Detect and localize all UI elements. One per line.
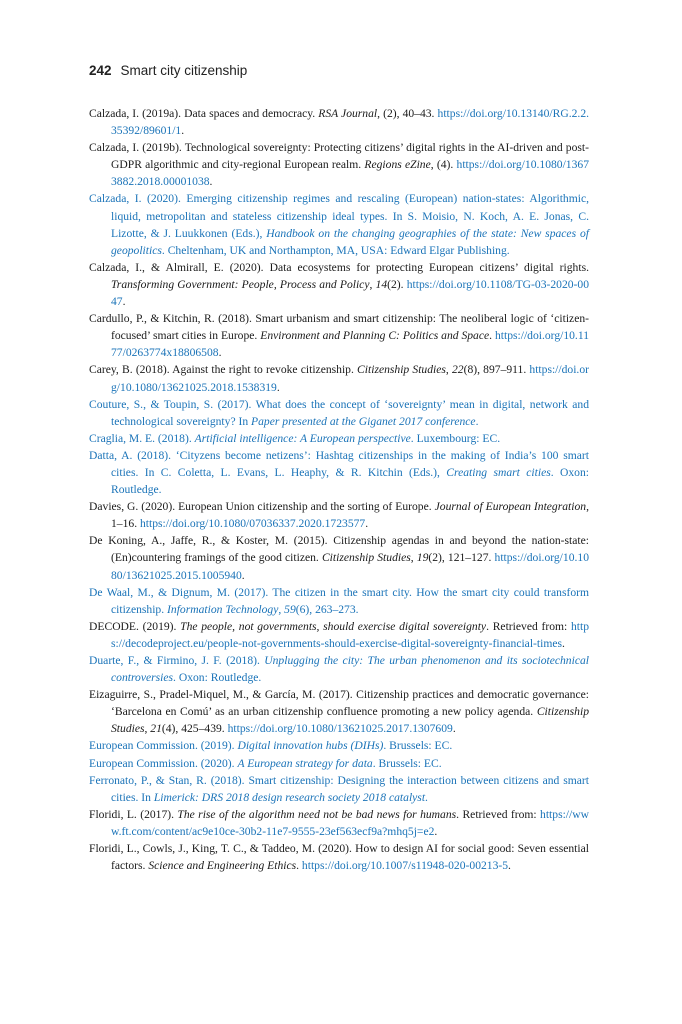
reference-text: .	[365, 517, 369, 531]
doi-link[interactable]: https://doi.org/10.13140/RG.2.2.35392/89601/1	[111, 107, 590, 138]
reference-text: European Commission. (2020).	[89, 756, 238, 770]
reference-entry	[89, 259, 589, 310]
reference-text: Calzada, I. (2019a). Data spaces and democracy.	[89, 107, 319, 120]
reference-text: ,	[445, 363, 452, 377]
reference-text: Davies, G. (2020). European Union citizenship and the sorting of Europe.	[89, 500, 435, 514]
reference-text: Craglia, M. E. (2018).	[89, 431, 195, 445]
reference-entry[interactable]	[89, 447, 589, 498]
doi-link[interactable]: https://doi.org/10.1080/13621025.2018.1538319	[111, 363, 589, 394]
reference-text: Cardullo, P., & Kitchin, R. (2018). Smart urbanism and smart citizenship: The neoliberal logic of ‘citizen-focused’ smart cities in Europe.	[89, 312, 589, 343]
reference-entry[interactable]	[89, 755, 589, 772]
reference-title: 14	[375, 277, 388, 291]
reference-text: , 1–16.	[111, 500, 589, 531]
doi-link[interactable]: https://doi.org/10.1080/13673882.2018.00001038	[111, 158, 589, 189]
reference-title: Artificial intelligence: A European perspective	[194, 431, 411, 445]
doi-link[interactable]: https://doi.org/10.1080/13621025.2015.1005940	[111, 551, 589, 582]
reference-text: DECODE. (2019).	[89, 619, 181, 633]
reference-text: , (4).	[430, 158, 457, 172]
reference-text: .	[241, 568, 245, 582]
reference-text: . Oxon: Routledge.	[111, 465, 589, 497]
reference-text: De Koning, A., Jaffe, R., & Koster, M. (2015). Citizenship agendas in and beyond the nation-state: (En)countering framings of the good citizen.	[89, 534, 589, 565]
doi-link[interactable]: https://doi.org/10.1080/07036337.2020.1723577	[139, 517, 366, 531]
page-number: 242	[89, 63, 112, 78]
reference-entry[interactable]	[89, 737, 589, 754]
reference-entry	[89, 105, 589, 139]
reference-title: A European strategy for data	[237, 756, 373, 770]
reference-title: Regions eZine	[364, 158, 431, 172]
doi-link[interactable]: https://doi.org/10.1080/13621025.2017.1307609	[227, 722, 453, 736]
reference-text: (2).	[387, 277, 407, 291]
reference-text: .	[452, 722, 456, 736]
reference-text: ,	[410, 551, 417, 565]
reference-text: Ferronato, P., & Stan, R. (2018). Smart citizenship: Designing the interaction between citizens and smart cities. In	[89, 773, 589, 804]
reference-text: .	[425, 790, 428, 804]
reference-title: 59	[284, 602, 296, 616]
reference-text: .	[508, 859, 511, 873]
reference-text: Couture, S., & Toupin, S. (2017). What does the concept of ‘sovereignty’ mean in digital, network and technological sovereignty? In	[89, 397, 589, 428]
reference-text: De Waal, M., & Dignum, M. (2017). The citizen in the smart city. How the smart city could transform citizenship.	[89, 585, 589, 616]
reference-entry	[89, 139, 589, 190]
reference-text: .	[296, 859, 302, 873]
reference-title: Citizenship Studies	[321, 551, 411, 565]
reference-text: Eizaguirre, S., Pradel-Miquel, M., & García, M. (2017). Citizenship practices and democratic governance: ‘Barcelona en Comú’ as an urban citizenship confluence promoting a new policy agenda.	[89, 688, 589, 719]
reference-text: . Oxon: Routledge.	[173, 671, 262, 685]
reference-title: Citizenship Studies	[357, 363, 446, 377]
reference-text: Floridi, L., Cowls, J., King, T. C., & Taddeo, M. (2020). How to design AI for social good: Seven essential factors.	[89, 842, 589, 873]
reference-list	[89, 105, 589, 874]
reference-text: European Commission. (2019).	[89, 739, 238, 753]
reference-text: Floridi, L. (2017).	[89, 807, 178, 821]
reference-text: ,	[144, 722, 151, 736]
reference-entry[interactable]	[89, 430, 589, 447]
reference-entry	[89, 532, 589, 583]
doi-link[interactable]: https://doi.org/10.1007/s11948-020-00213-5	[301, 859, 509, 873]
reference-title: The people, not governments, should exercise digital sovereignty	[180, 619, 487, 633]
reference-text: .	[218, 346, 222, 360]
reference-entry	[89, 618, 589, 652]
reference-text: Carey, B. (2018). Against the right to revoke citizenship.	[89, 363, 358, 377]
reference-text: (2), 121–127.	[428, 551, 495, 565]
reference-title: Information Technology	[167, 602, 279, 616]
reference-text: ,	[278, 602, 285, 616]
reference-text: , (2), 40–43.	[377, 107, 438, 120]
running-title: Smart city citizenship	[120, 63, 248, 78]
reference-text: . Luxembourg: EC.	[410, 431, 501, 445]
reference-entry	[89, 498, 589, 532]
reference-entry[interactable]	[89, 190, 589, 258]
reference-title: Unplugging the city: The urban phenomenon and its sociotechnical controversies	[111, 654, 589, 685]
reference-text: Calzada, I., & Almirall, E. (2020). Data ecosystems for protecting European citizens’ digital rights.	[89, 260, 589, 274]
reference-text: (8), 897–911.	[463, 363, 530, 377]
reference-title: 21	[150, 722, 162, 736]
reference-text: .	[475, 414, 479, 428]
reference-entry	[89, 361, 589, 395]
reference-text: .	[562, 636, 565, 650]
reference-text: (6), 263–273.	[295, 602, 359, 616]
reference-title: 19	[416, 551, 429, 565]
reference-title: Transforming Government: People, Process and Policy	[111, 277, 370, 291]
reference-text: Duarte, F., & Firmino, J. F. (2018).	[89, 654, 265, 667]
reference-text: .	[181, 124, 185, 138]
reference-text: Datta, A. (2018). ‘Cityzens become netizens’: Hashtag citizenships in the making of India’s 100 smart cities. In C. Coletta, L. Evans, L. Heaphy, & R. Kitchin (Eds.),	[89, 448, 589, 479]
reference-text: .	[489, 329, 495, 343]
reference-text: .	[434, 824, 438, 838]
reference-entry[interactable]	[89, 584, 589, 618]
reference-title: Journal of European Integration	[434, 500, 587, 514]
reference-title: Science and Engineering Ethics	[148, 859, 297, 873]
reference-text: . Cheltenham, UK and Northampton, MA, USA: Edward Elgar Publishing.	[161, 243, 510, 257]
reference-text: Calzada, I. (2020). Emerging citizenship regimes and rescaling (European) nation-states: Algorithmic, liquid, metropolitan and stateless citizenship ideal types. In S. Moisio, N. Koch, A. E. Jonas, C. Lizotte, & J. Luukkonen (Eds.),	[89, 192, 589, 240]
reference-title: Creating smart cities	[446, 465, 551, 479]
reference-text: (4), 425–439.	[161, 722, 228, 736]
reference-title: 22	[451, 363, 464, 377]
reference-title: Environment and Planning C: Politics and Space	[260, 329, 490, 343]
reference-entry[interactable]	[89, 772, 589, 806]
running-header	[89, 63, 247, 78]
reference-entry	[89, 310, 589, 361]
reference-text: Calzada, I. (2019b). Technological sovereignty: Protecting citizens’ digital rights in the AI-driven and post-GDPR algorithmic and city-regional European realm.	[89, 141, 589, 172]
reference-text: .	[276, 380, 280, 394]
reference-title: Handbook on the changing geographies of the state: New spaces of geopolitics	[111, 226, 589, 257]
reference-entry	[89, 806, 589, 840]
reference-text: . Brussels: EC.	[372, 756, 442, 770]
reference-text: . Retrieved from:	[456, 807, 541, 821]
reference-entry	[89, 840, 589, 874]
reference-text: .	[122, 295, 126, 309]
reference-title: Limerick: DRS 2018 design research society 2018 catalyst	[153, 790, 426, 804]
reference-entry	[89, 686, 589, 737]
reference-text: ,	[369, 277, 376, 291]
reference-text: . Retrieved from:	[486, 619, 571, 633]
reference-text: .	[209, 175, 213, 189]
reference-text: . Brussels: EC.	[383, 739, 453, 753]
doi-link[interactable]: https://decodeproject.eu/people-not-governments-should-exercise-digital-sovereignty-financial-times	[111, 619, 589, 650]
reference-entry[interactable]	[89, 652, 589, 686]
reference-title: Citizenship Studies	[111, 705, 589, 736]
doi-link[interactable]: https://doi.org/10.1108/TG-03-2020-0047	[111, 277, 589, 309]
doi-link[interactable]: https://www.ft.com/content/ac9e10ce-30b2-11e7-9555-23ef563ecf9a?mhq5j=e2	[111, 807, 589, 838]
reference-title: Paper presented at the Giganet 2017 conference	[251, 414, 476, 428]
reference-title: Digital innovation hubs (DIHs)	[237, 739, 384, 753]
reference-entry[interactable]	[89, 396, 589, 430]
doi-link[interactable]: https://doi.org/10.1177/0263774x18806508	[111, 329, 589, 360]
reference-title: The rise of the algorithm need not be bad news for humans	[177, 807, 457, 821]
reference-title: RSA Journal	[318, 107, 378, 120]
